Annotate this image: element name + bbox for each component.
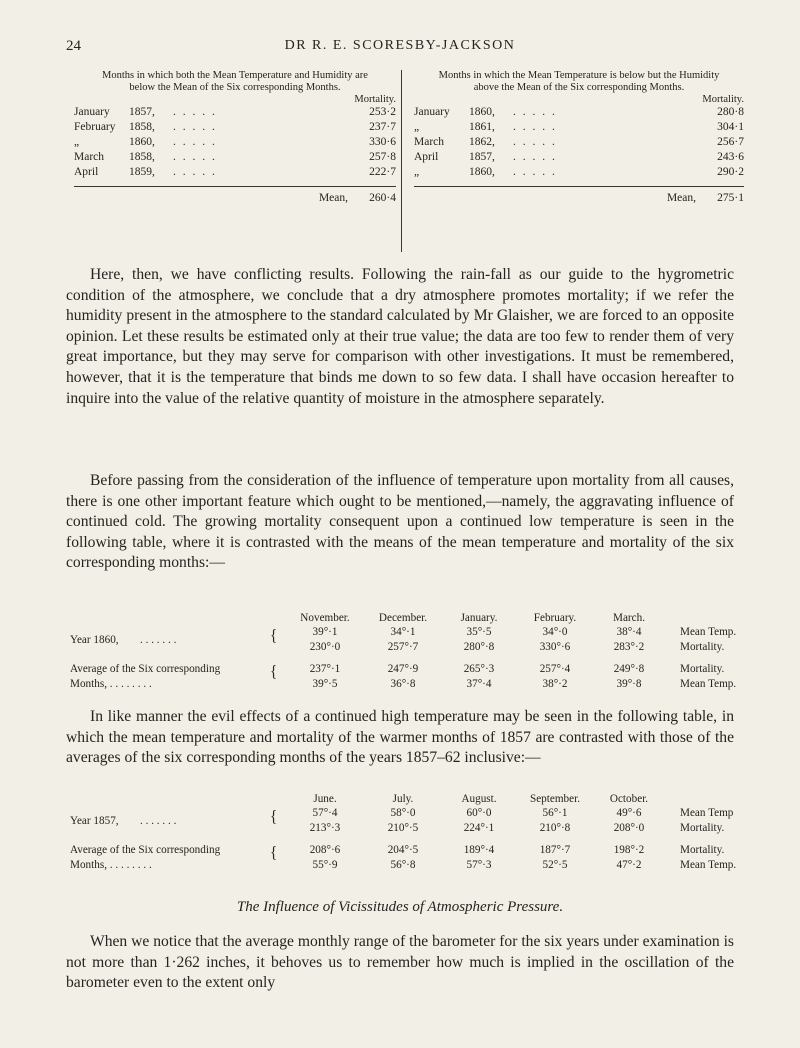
value-mean-temp: 39°·1 <box>312 626 338 638</box>
column-header: July. <box>392 793 414 805</box>
column-header: September. <box>529 793 581 805</box>
row-year: 1857, <box>129 106 155 118</box>
table-row <box>74 105 396 120</box>
value-mortality: 189°·4 <box>463 844 495 856</box>
table-low-temp-low-humidity <box>74 70 396 206</box>
value-mortality: 265°·3 <box>463 663 495 675</box>
table-left-column-label: Mortality. <box>354 94 396 105</box>
value-mean-temp: 34°·1 <box>390 626 416 638</box>
column-header: January. <box>460 612 498 624</box>
paragraph-barometer: When we notice that the average monthly range of the barometer for the six years under examination is not more than 1·262 inches, it behoves us to remember how much is implied in the oscillation of the barometer even to the extent only <box>66 933 734 992</box>
value-mortality: 208°·0 <box>613 822 645 834</box>
table-right-column-label: Mortality. <box>702 94 744 105</box>
table-continued-heat <box>70 793 760 873</box>
row-label-year: Year 1857, <box>70 815 119 827</box>
table-low-temp-high-humidity <box>414 70 744 206</box>
row-mortality-value: 256·7 <box>717 136 744 148</box>
row-label-mean-temp: Mean Temp. <box>680 626 737 638</box>
row-mortality-value: 237·7 <box>369 121 396 133</box>
row-year: 1861, <box>469 121 495 133</box>
brace-icon: { <box>270 844 278 862</box>
table-right-mean-value: 275·1 <box>717 192 744 204</box>
paragraph-conflicting-results: Here, then, we have conflicting results. Following the rain-fall as our guide to the hygrometric condition of the atmosphere, we conclude that a dry atmosphere promotes mortality; if we refer the humidity present in the atmosphere to the standard calculated by Mr Glaisher, we are forced to an opposite opinion. Let these results be estimated only at their true value; the data are too few to render them of very great importance, but they may serve for comparison with other investigations. It must be remembered, however, that it is the temperature that binds me down to so few data. I shall have occasion hereafter to inquire into the value of the relative quantity of moisture in the atmosphere separately. <box>66 266 734 407</box>
value-mean-temp: 47°·2 <box>616 859 642 871</box>
table-right-mean-row <box>414 191 744 206</box>
row-leader-dots: . . . . . <box>173 151 217 163</box>
row-month: March <box>414 136 445 148</box>
row-year: 1860, <box>469 106 495 118</box>
value-mean-temp: 55°·9 <box>312 859 338 871</box>
row-mortality-value: 290·2 <box>717 166 744 178</box>
value-mean-temp: 36°·8 <box>390 678 416 690</box>
row-label-mortality: Mortality. <box>680 844 725 856</box>
paragraph-continued-heat: In like manner the evil effects of a continued high temperature may be seen in the following table, in which the mean temperature and mortality of the warmer months of 1857 are contrasted with those of the averages of the six corresponding months of the years 1857–62 inclusive:— <box>66 708 734 767</box>
column-divider <box>401 70 402 252</box>
row-year: 1860, <box>469 166 495 178</box>
value-mortality: 249°·8 <box>613 663 645 675</box>
table-left-heading: Months in which both the Mean Temperature and Humidity are below the Mean of the Six corresponding Months. <box>102 70 368 93</box>
brace-icon: { <box>270 663 278 681</box>
row-label-mortality: Mortality. <box>680 663 725 675</box>
row-leader-dots: . . . . . <box>513 136 557 148</box>
table-row <box>414 150 744 165</box>
row-leader-dots: . . . . . . . <box>140 815 177 827</box>
value-mortality: 237°·1 <box>309 663 341 675</box>
value-mean-temp: 57°·3 <box>466 859 492 871</box>
table-right-rule <box>414 186 744 187</box>
value-mean-temp: 56°·1 <box>542 807 568 819</box>
table-row <box>74 165 396 180</box>
row-leader-dots: . . . . . <box>513 151 557 163</box>
row-month: April <box>74 166 99 178</box>
brace-icon: { <box>270 627 278 645</box>
section-heading-vicissitudes: The Influence of Vicissitudes of Atmospheric Pressure. <box>236 899 564 915</box>
row-month: „ <box>414 121 420 133</box>
value-mean-temp: 34°·0 <box>542 626 568 638</box>
row-month: „ <box>414 166 420 178</box>
value-mortality: 208°·6 <box>309 844 341 856</box>
row-mortality-value: 280·8 <box>717 106 744 118</box>
table-row <box>74 120 396 135</box>
column-header: October. <box>609 793 649 805</box>
table-right-heading: Months in which the Mean Temperature is below but the Humidity above the Mean of the Six corresponding Months. <box>438 70 720 93</box>
column-header: November. <box>300 612 350 624</box>
value-mean-temp: 38°·2 <box>542 678 568 690</box>
table-row <box>74 135 396 150</box>
value-mean-temp: 52°·5 <box>542 859 568 871</box>
value-mortality: 257°·7 <box>387 641 419 653</box>
column-header: December. <box>378 612 428 624</box>
row-label-year: Year 1860, <box>70 634 119 646</box>
value-mortality: 210°·8 <box>539 822 571 834</box>
row-leader-dots: . . . . . <box>173 121 217 133</box>
row-mortality-value: 222·7 <box>369 166 396 178</box>
brace-icon: { <box>270 808 278 826</box>
row-month: January <box>414 106 450 118</box>
row-mortality-value: 253·2 <box>369 106 396 118</box>
row-label-average: Average of the Six corresponding <box>70 844 221 856</box>
value-mortality: 280°·8 <box>463 641 495 653</box>
table-row <box>414 165 744 180</box>
value-mortality: 224°·1 <box>463 822 495 834</box>
row-label-mean-temp: Mean Temp. <box>680 859 737 871</box>
row-leader-dots: . . . . . <box>513 106 557 118</box>
row-leader-dots: . . . . . <box>173 166 217 178</box>
row-leader-dots: . . . . . . . <box>140 634 177 646</box>
paragraph-continued-cold: Before passing from the consideration of the influence of temperature upon mortality from all causes, there is one other important feature which ought to be mentioned,—namely, the aggravating influence of continued cold. The growing mortality consequent upon a continued low temperature is seen in the following table, where it is contrasted with the means of the mean temperature and mortality of the six corresponding months:— <box>66 472 734 572</box>
value-mortality: 187°·7 <box>539 844 571 856</box>
value-mean-temp: 38°·4 <box>616 626 642 638</box>
column-header: August. <box>461 793 497 805</box>
value-mean-temp: 39°·8 <box>616 678 642 690</box>
table-row <box>414 105 744 120</box>
row-month: January <box>74 106 110 118</box>
value-mean-temp: 60°·0 <box>466 807 492 819</box>
value-mortality: 204°·5 <box>387 844 419 856</box>
table-right-mean-label: Mean, <box>666 192 696 204</box>
value-mortality: 330°·6 <box>539 641 571 653</box>
table-left-mean-value: 260·4 <box>369 192 396 204</box>
row-leader-dots: . . . . . <box>513 166 557 178</box>
table-left-mean-label: Mean, <box>318 192 348 204</box>
row-year: 1860, <box>129 136 155 148</box>
row-year: 1858, <box>129 121 155 133</box>
row-month: „ <box>74 136 80 148</box>
table-continued-cold <box>70 612 760 692</box>
row-mortality-value: 243·6 <box>717 151 744 163</box>
running-head-author: DR R. E. SCORESBY-JACKSON <box>284 38 516 53</box>
row-label-months: Months, . . . . . . . . <box>70 678 152 690</box>
table-row <box>414 135 744 150</box>
value-mortality: 198°·2 <box>613 844 645 856</box>
row-month: March <box>74 151 105 163</box>
value-mortality: 283°·2 <box>613 641 645 653</box>
table-right-rows <box>414 105 744 180</box>
page-number: 24 <box>66 38 81 54</box>
table-row <box>74 150 396 165</box>
table-row <box>414 120 744 135</box>
row-year: 1862, <box>469 136 495 148</box>
row-label-mortality: Mortality. <box>680 641 725 653</box>
row-leader-dots: . . . . . <box>173 106 217 118</box>
row-label-mean-temp: Mean Temp. <box>680 678 737 690</box>
row-leader-dots: . . . . . <box>513 121 557 133</box>
value-mean-temp: 35°·5 <box>466 626 492 638</box>
row-leader-dots: . . . . . <box>173 136 217 148</box>
row-month: April <box>414 151 439 163</box>
row-mortality-value: 330·6 <box>369 136 396 148</box>
table-left-rule <box>74 186 396 187</box>
row-month: February <box>74 121 116 133</box>
column-header: March. <box>613 612 645 624</box>
value-mortality: 210°·5 <box>387 822 419 834</box>
row-label-mortality: Mortality. <box>680 822 725 834</box>
value-mean-temp: 39°·5 <box>312 678 338 690</box>
value-mean-temp: 57°·4 <box>312 807 338 819</box>
table-left-rows <box>74 105 396 180</box>
value-mean-temp: 58°·0 <box>390 807 416 819</box>
row-year: 1858, <box>129 151 155 163</box>
value-mean-temp: 56°·8 <box>390 859 416 871</box>
row-label-average: Average of the Six corresponding <box>70 663 221 675</box>
value-mean-temp: 49°·6 <box>616 807 642 819</box>
row-mortality-value: 304·1 <box>717 121 744 133</box>
row-year: 1859, <box>129 166 155 178</box>
row-year: 1857, <box>469 151 495 163</box>
value-mortality: 247°·9 <box>387 663 419 675</box>
row-label-months: Months, . . . . . . . . <box>70 859 152 871</box>
value-mortality: 213°·3 <box>309 822 341 834</box>
value-mortality: 230°·0 <box>309 641 341 653</box>
value-mortality: 257°·4 <box>539 663 571 675</box>
value-mean-temp: 37°·4 <box>466 678 492 690</box>
column-header: February. <box>533 612 577 624</box>
column-header: June. <box>313 793 337 805</box>
row-mortality-value: 257·8 <box>369 151 396 163</box>
row-label-mean-temp: Mean Temp <box>680 807 734 819</box>
table-left-mean-row <box>74 191 396 206</box>
